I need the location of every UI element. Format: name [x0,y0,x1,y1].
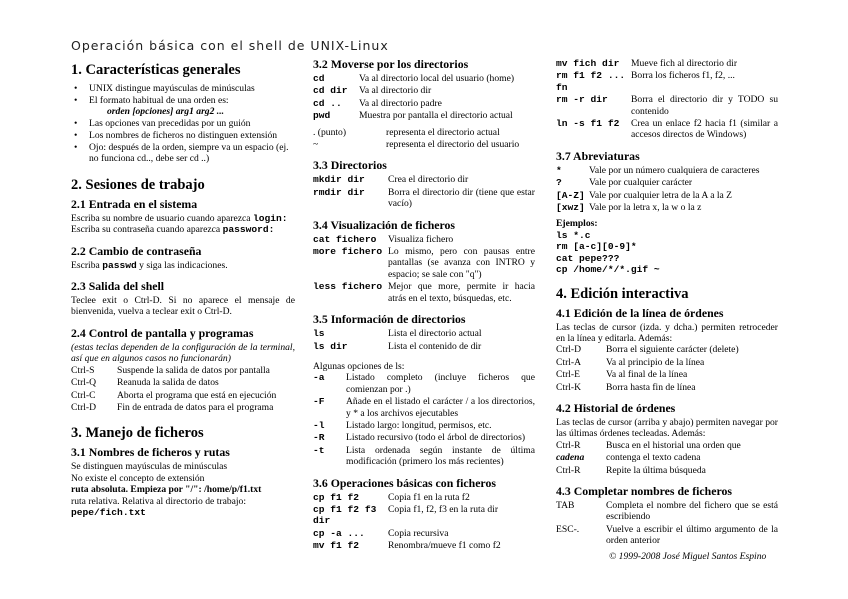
section-3-3-title: 3.3 Directorios [313,158,387,173]
login-text: Escriba su nombre de usuario cuando aparezca login: [71,212,288,224]
column-3 [556,58,778,548]
paths-line: Se distinguen mayúsculas de minúsculas [71,461,228,473]
column-2 [313,58,535,553]
list-item: • Las opciones van precedidas por un guión [71,118,295,129]
terminal-note: (estas teclas dependen de la configuración de la terminal, así que en algunos casos no funcionarán) [71,341,295,365]
list-item: • Ojo: después de la orden, siempre va un espacio (ej. no funciona cd.., debe ser cd ..) [71,142,295,165]
editing-text: Las teclas de cursor (izda. y dcha.) permiten retroceder en la línea y editarla. Además: [556,321,778,344]
table-row: Ctrl-R Repite la última búsqueda [556,464,706,476]
example-line: ls *.c [556,229,591,241]
paths-line: pepe/fich.txt [71,506,146,518]
table-row: ESC-. Vuelve a escribir el último argumento de la orden anterior [556,523,778,547]
table-row: . (punto) representa el directorio actual [313,126,500,138]
table-row: cp f1 f2 Copia f1 en la ruta f2 [313,491,470,503]
table-row: Ctrl-D Borra el siguiente carácter (delete) [556,344,739,356]
table-row: -a Listado completo (incluye ficheros que comienzan por .) [313,372,535,395]
table-row: Ctrl-R Busca en el historial una orden que [556,439,741,451]
features-list [71,83,295,165]
section-2-1-title: 2.1 Entrada en el sistema [71,196,198,211]
section-4-2-title: 4.2 Historial de órdenes [556,400,676,415]
table-row: Ctrl-K Borra hasta fin de línea [556,381,696,393]
table-row: -l Listado largo: longitud, permisos, etc. [313,419,492,431]
table-row: * Vale por un número cualquiera de caracteres [556,164,760,176]
table-row: mkdir dir Crea el directorio dir [313,174,469,186]
section-4-1-title: 4.1 Edición de la línea de órdenes [556,305,724,320]
document-title: Operación básica con el shell de UNIX-Linux [71,38,389,53]
section-4-title: 4. Edición interactiva [556,285,689,302]
table-row: mv fich dir Mueve fich al directorio dir [556,58,738,69]
section-3-4-title: 3.4 Visualización de ficheros [313,217,456,232]
table-row: Ctrl-D Fin de entrada de datos para el programa [71,401,274,413]
section-3-2-title: 3.2 Moverse por los directorios [313,57,469,71]
exit-text: Teclee exit o Ctrl-D. Si no aparece el mensaje de bienvenida, vuelva a teclear exit o Ctrl-D. [71,295,295,318]
table-row: less fichero Mejor que more, permite ir hacia atrás en el texto, búsquedas, etc. [313,281,535,304]
table-row: more fichero Lo mismo, pero con pausas entre pantallas (se avanza con INTRO y espacio; se sale con "q") [313,246,535,280]
table-row: Ctrl-S Suspende la salida de datos por pantalla [71,364,270,376]
table-row: cat fichero Visualiza fichero [313,233,454,245]
section-2-2-title: 2.2 Cambio de contraseña [71,243,202,258]
examples-title: Ejemplos: [556,218,598,230]
section-1-title: 1. Características generales [71,62,241,78]
examples-block [556,230,778,276]
table-row: ~ representa el directorio del usuario [313,139,520,151]
table-row: [xwz] Vale por la letra x, la w o la z [556,202,702,214]
table-row: Ctrl-C Aborta el programa que está en ejecución [71,389,277,401]
list-item: • El formato habitual de una orden es: orden [opciones] arg1 arg2 ... [71,95,295,118]
column-1 [71,58,295,518]
table-row: TAB Completa el nombre del fichero que se está escribiendo [556,499,778,523]
table-row: cp -a ... Copia recursiva [313,527,449,539]
section-3-5-title: 3.5 Información de directorios [313,312,466,327]
section-3-6-title: 3.6 Operaciones básicas con ficheros [313,475,496,490]
table-row: pwd Muestra por pantalla el directorio actual [313,110,513,122]
passwd-text: Escriba passwd y siga las indicaciones. [71,259,228,271]
table-row: cd .. Va al directorio padre [313,97,442,109]
section-3-title: 3. Manejo de ficheros [71,425,204,442]
table-row: -R Listado recursivo (todo el árbol de directorios) [313,432,526,444]
command-format: orden [opciones] arg1 arg2 ... [107,106,224,118]
table-row: Ctrl-Q Reanuda la salida de datos [71,377,219,389]
table-row: rmdir dir Borra el directorio dir (tiene que estar vacío) [313,186,535,210]
section-2-4-title: 2.4 Control de pantalla y programas [71,325,254,340]
table-row: rm -r dir Borra el directorio dir y TODO su contenido [556,94,778,117]
table-row: cd dir Va al directorio dir [313,85,432,97]
table-row: cp f1 f2 f3 dir Copia f1, f2, f3 en la ruta dir [313,503,499,527]
table-row: Ctrl-E Va al final de la línea [556,369,688,381]
paths-line: No existe el concepto de extensión [71,472,205,484]
example-line: cat pepe??? [556,252,620,264]
table-row: cadena contenga el texto cadena [556,452,701,464]
table-row: -t Lista ordenada según instante de última modificación (primero los más recientes) [313,444,535,468]
table-row: ? Vale por cualquier carácter [556,177,693,189]
table-row: mv f1 f2 Renombra/mueve f1 como f2 [313,540,501,552]
example-line: rm [a-c][0-9]* [556,241,637,253]
password-text: Escriba su contraseña cuando aparezca password: [71,224,275,236]
ls-options-intro: Algunas opciones de ls: [313,360,405,372]
table-row: ls Lista el directorio actual [313,328,482,340]
example-line: cp /home/*/*.gif ~ [556,264,660,276]
section-4-3-title: 4.3 Completar nombres de ficheros [556,483,732,498]
section-2-3-title: 2.3 Salida del shell [71,279,165,294]
list-item: • Los nombres de ficheros no distinguen extensión [71,130,295,141]
table-row: cd Va al directorio local del usuario (home) [313,73,515,84]
table-row: -F Añade en el listado el carácter / a los directorios, y * a los archivos ejecutables [313,396,535,419]
section-2-title: 2. Sesiones de trabajo [71,176,205,193]
table-row: [A-Z] Vale por cualquier letra de la A a la Z [556,189,733,201]
copyright-footer: © 1999-2008 José Miguel Santos Espino [609,551,767,562]
section-3-1-title: 3.1 Nombres de ficheros y rutas [71,445,230,460]
table-row: rm f1 f2 ... fn Borra los ficheros f1, f2, ... [556,70,735,93]
table-row: ls dir Lista el contenido de dir [313,340,482,352]
paths-line: ruta relativa. Relativa al directorio de trabajo: [71,495,247,507]
section-3-7-title: 3.7 Abreviaturas [556,148,640,163]
paths-line: ruta absoluta. Empieza por "/": /home/p/f1.txt [71,484,262,496]
table-row: Ctrl-A Va al principio de la línea [556,356,705,368]
history-text: Las teclas de cursor (arriba y abajo) permiten navegar por las últimas órdenes tecleadas. Además: [556,416,778,440]
table-row: ln -s f1 f2 Crea un enlace f2 hacia f1 (similar a accesos directos de Windows) [556,118,778,141]
list-item: • UNIX distingue mayúsculas de minúsculas [71,83,295,94]
